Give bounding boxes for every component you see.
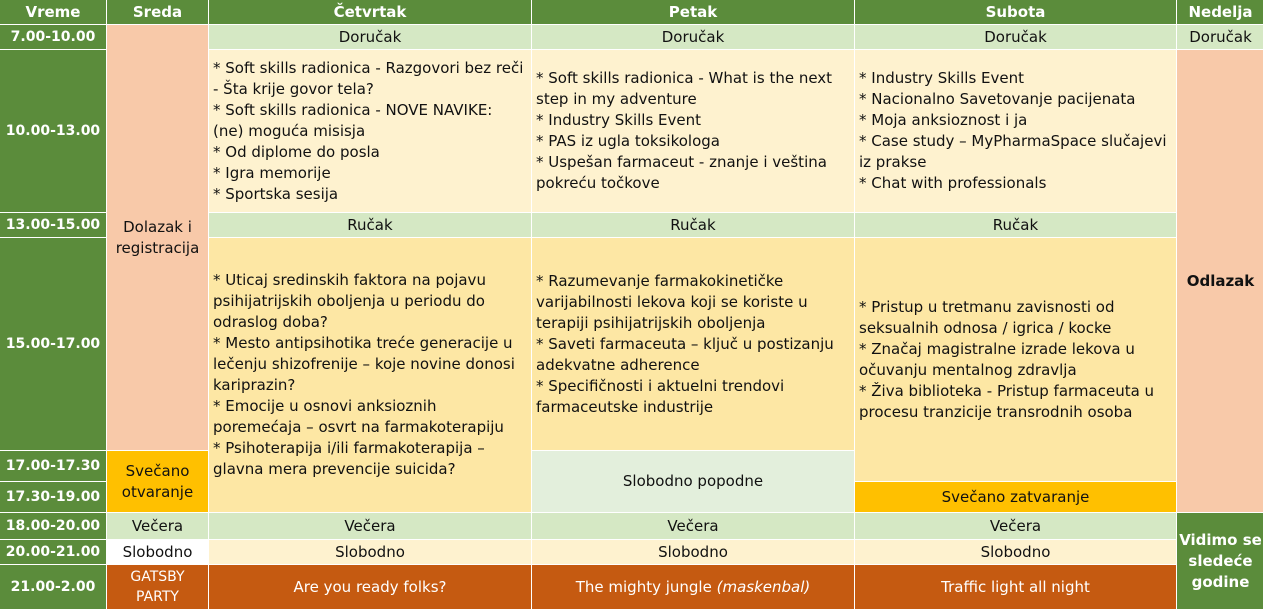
petak-dinner: Večera [532, 513, 854, 539]
program-item: * Chat with professionals [859, 174, 1047, 192]
program-item: * Moja anksioznost i ja [859, 111, 1028, 129]
cetvrtak-free: Slobodno [209, 540, 531, 564]
program-item: * Industry Skills Event [859, 69, 1024, 87]
header-vreme: Vreme [0, 0, 106, 24]
time-cell: 21.00-2.00 [0, 565, 106, 609]
time-cell: 20.00-21.00 [0, 540, 106, 564]
cetvrtak-breakfast: Doručak [209, 25, 531, 49]
petak-morning [532, 50, 854, 212]
subota-afternoon [855, 238, 1176, 481]
header-subota: Subota [855, 0, 1176, 24]
nedelja-breakfast: Doručak [1177, 25, 1263, 49]
time-cell: 17.00-17.30 [0, 451, 106, 481]
program-item: * Saveti farmaceuta – ključ u postizanju adekvatne adherence [536, 334, 834, 374]
time-cell: 15.00-17.00 [0, 238, 106, 450]
sreda-dinner: Večera [107, 513, 208, 539]
petak-night-title: The mighty jungle [575, 577, 712, 596]
subota-free: Slobodno [855, 540, 1176, 564]
program-item: * Živa biblioteka - Pristup farmaceuta u procesu tranzicije transrodnih osoba [859, 381, 1155, 421]
program-item: * Razumevanje farmakokinetičke varijabilnosti lekova koji se koriste u terapiji psihijatrijskih oboljenja [536, 271, 808, 332]
program-item: * Specifičnosti i aktuelni trendovi farmaceutske industrije [536, 376, 785, 416]
sreda-arrival: Dolazak i registracija [107, 25, 208, 450]
program-item: * Soft skills radionica - Razgovori bez reči - Šta krije govor tela? [213, 58, 524, 98]
program-item: * PAS iz ugla toksikologa [536, 132, 720, 150]
time-cell: 10.00-13.00 [0, 50, 106, 212]
subota-dinner: Večera [855, 513, 1176, 539]
petak-lunch: Ručak [532, 213, 854, 237]
program-item: * Sportska sesija [213, 184, 339, 203]
petak-free-afternoon: Slobodno popodne [532, 451, 854, 512]
sreda-opening: Svečano otvaranje [107, 451, 208, 512]
cetvrtak-dinner: Večera [209, 513, 531, 539]
program-item: * Uspešan farmaceut - znanje i veština pokreću točkove [536, 153, 827, 192]
header-sreda: Sreda [107, 0, 208, 24]
program-item: * Soft skills radionica - What is the next step in my adventure [536, 69, 833, 108]
time-cell: 17.30-19.00 [0, 482, 106, 512]
petak-night [532, 565, 854, 609]
time-cell: 13.00-15.00 [0, 213, 106, 237]
program-item: * Soft skills radionica - NOVE NAVIKE: (ne) moguća misisja [213, 100, 493, 140]
subota-lunch: Ručak [855, 213, 1176, 237]
program-item: * Pristup u tretmanu zavisnosti od seksualnih odnosa / igrica / kocke [859, 297, 1115, 337]
nedelja-departure: Odlazak [1177, 50, 1263, 512]
petak-free: Slobodno [532, 540, 854, 564]
header-petak: Petak [532, 0, 854, 24]
subota-closing: Svečano zatvaranje [855, 482, 1176, 512]
program-item: * Industry Skills Event [536, 111, 701, 129]
subota-morning [855, 50, 1176, 212]
program-item: * Uticaj sredinskih faktora na pojavu psihijatrijskih oboljenja u periodu do odraslog doba? [213, 271, 486, 331]
petak-breakfast: Doručak [532, 25, 854, 49]
nedelja-farewell: Vidimo se sledeće godine [1177, 513, 1263, 609]
subota-breakfast: Doručak [855, 25, 1176, 49]
time-cell: 7.00-10.00 [0, 25, 106, 49]
cetvrtak-afternoon [209, 238, 531, 512]
sreda-party: GATSBY PARTY [107, 565, 208, 609]
program-item: * Od diplome do posla [213, 142, 380, 161]
cetvrtak-night: Are you ready folks? [209, 565, 531, 609]
program-item: * Igra memorije [213, 163, 331, 182]
subota-night: Traffic light all night [855, 565, 1176, 609]
time-cell: 18.00-20.00 [0, 513, 106, 539]
sreda-free: Slobodno [107, 540, 208, 564]
petak-night-note: (maskenbal) [716, 577, 811, 596]
cetvrtak-lunch: Ručak [209, 213, 531, 237]
petak-afternoon [532, 238, 854, 450]
program-item: * Psihoterapija i/ili farmakoterapija –glavna mera prevencije suicida? [213, 439, 485, 478]
header-cetvrtak: Četvrtak [209, 0, 531, 24]
program-item: * Emocije u osnovi anksioznih poremećaja – osvrt na farmakoterapiju [213, 397, 504, 436]
header-nedelja: Nedelja [1177, 0, 1263, 24]
cetvrtak-morning [209, 50, 531, 212]
program-item: * Mesto antipsihotika treće generacije u lečenju shizofrenije – koje novine donosi kariprazin? [213, 334, 515, 394]
program-item: * Nacionalno Savetovanje pacijenata [859, 90, 1136, 108]
program-item: * Case study – MyPharmaSpace slučajevi iz prakse [859, 132, 1167, 171]
program-item: * Značaj magistralne izrade lekova u očuvanju mentalnog zdravlja [859, 339, 1135, 379]
